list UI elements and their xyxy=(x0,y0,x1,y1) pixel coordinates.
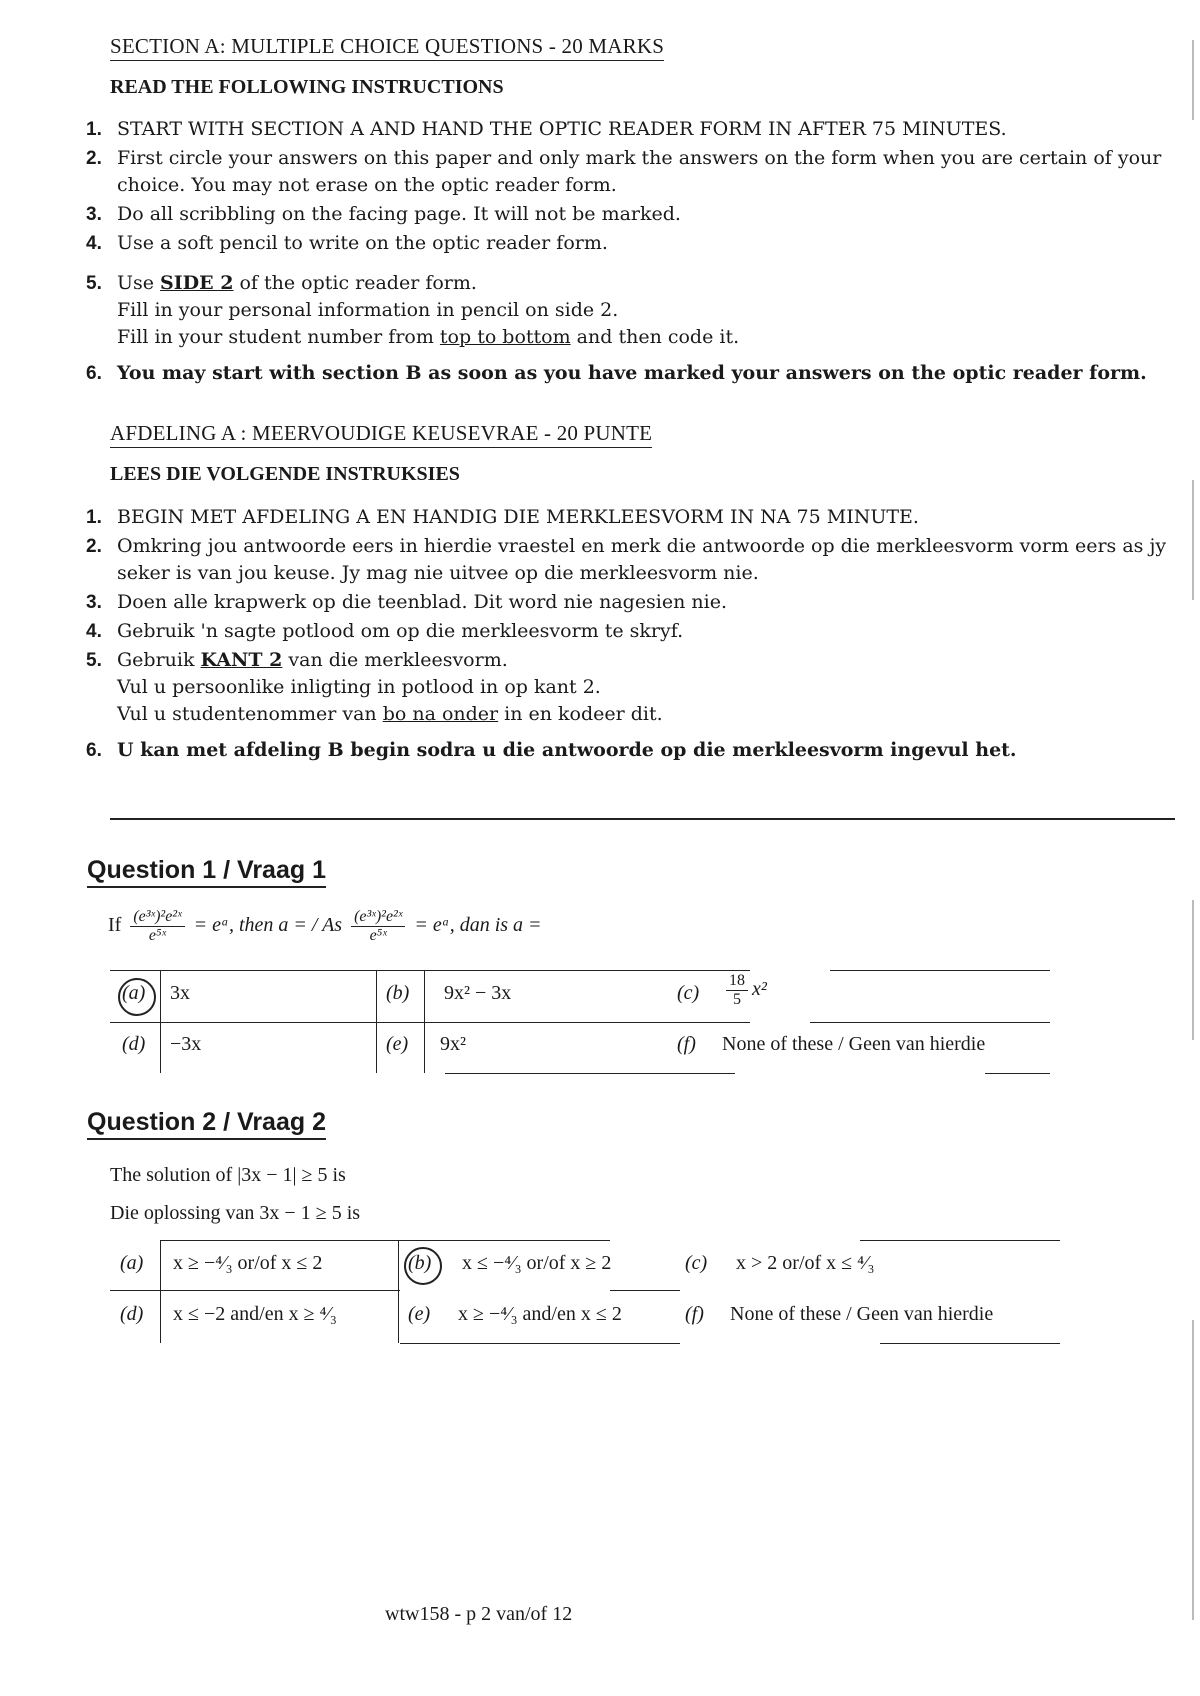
question-2-stem-af: Die oplossing van 3x − 1 ≥ 5 is xyxy=(110,1202,361,1224)
fraction: $\frac{\text{(e³ˣ)²e²ˣ}}{\text{e⁵ˣ}}$ xyxy=(130,908,184,945)
section-divider xyxy=(110,818,1175,820)
q2-option-c-text: x > 2 or/of x ≤ ⁴⁄₃ xyxy=(736,1252,875,1274)
q1-option-e-label[interactable]: (e) xyxy=(386,1033,409,1055)
q2-option-e-label[interactable]: (e) xyxy=(408,1303,431,1325)
instructions-heading: READ THE FOLLOWING INSTRUCTIONS xyxy=(110,76,504,98)
q2-option-f-text: None of these / Geen van hierdie xyxy=(730,1303,994,1325)
list-item: 5. Use SIDE 2 of the optic reader form. Fill in your personal information in pencil on side 2. Fill in your student number from top to bottom and then code it. xyxy=(86,272,740,348)
fraction: $\frac{\text{(e³ˣ)²e²ˣ}}{\text{e⁵ˣ}}$ xyxy=(351,908,405,945)
q1-option-b-label[interactable]: (b) xyxy=(386,982,410,1004)
q1-option-d-label[interactable]: (d) xyxy=(122,1033,146,1055)
list-item: 4. Use a soft pencil to write on the optic reader form. xyxy=(86,232,608,254)
question-1-heading: Question 1 / Vraag 1 xyxy=(87,856,326,888)
instructions-list-af xyxy=(86,504,1167,766)
margin-mark xyxy=(1192,480,1194,600)
margin-mark xyxy=(1192,1320,1194,1620)
list-item: 1. BEGIN MET AFDELING A EN HANDIG DIE MERKLEESVORM IN NA 75 MINUTE. xyxy=(86,506,919,528)
q2-option-d-label[interactable]: (d) xyxy=(120,1303,144,1325)
q1-option-d-text: −3x xyxy=(170,1033,202,1055)
q2-option-b-label[interactable]: (b) xyxy=(408,1252,432,1274)
instructions-list-en xyxy=(86,116,1167,389)
list-item: 2. First circle your answers on this paper and only mark the answers on the form when you are certain of your choice. You may not erase on the optic reader form. xyxy=(86,147,1162,196)
list-item: 6. U kan met afdeling B begin sodra u die antwoorde op die merkleesvorm ingevul het. xyxy=(86,739,1017,761)
q2-option-c-label[interactable]: (c) xyxy=(685,1252,708,1274)
question-2-heading: Question 2 / Vraag 2 xyxy=(87,1108,326,1140)
list-item: 6. You may start with section B as soon as you have marked your answers on the optic reader form. xyxy=(86,362,1147,384)
list-item: 1. START WITH SECTION A AND HAND THE OPTIC READER FORM IN AFTER 75 MINUTES. xyxy=(86,118,1007,140)
list-item: 2. Omkring jou antwoorde eers in hierdie vraestel en merk die antwoorde op die merkleesvorm vorm eers as jy seker is van jou keuse. Jy mag nie uitvee op die merkleesvorm nie. xyxy=(86,535,1167,584)
q2-option-f-label[interactable]: (f) xyxy=(685,1303,704,1325)
q1-option-c-label[interactable]: (c) xyxy=(677,982,700,1004)
list-item: 4. Gebruik 'n sagte potlood om op die merkleesvorm te skryf. xyxy=(86,620,684,642)
q1-option-f-label[interactable]: (f) xyxy=(677,1033,696,1055)
afdeling-a-title: AFDELING A : MEERVOUDIGE KEUSEVRAE - 20 PUNTE xyxy=(110,421,652,448)
instruksies-heading: LEES DIE VOLGENDE INSTRUKSIES xyxy=(110,463,460,485)
q2-option-b-text: x ≤ −⁴⁄₃ or/of x ≥ 2 xyxy=(462,1252,612,1274)
q1-option-a-text: 3x xyxy=(170,982,190,1004)
q2-option-a-text: x ≥ −⁴⁄₃ or/of x ≤ 2 xyxy=(173,1252,323,1274)
q2-option-e-text: x ≥ −⁴⁄₃ and/en x ≤ 2 xyxy=(458,1303,622,1325)
q1-option-f-text: None of these / Geen van hierdie xyxy=(722,1033,986,1055)
q1-option-c-text: $\frac{18}{5}$ x² xyxy=(722,972,767,1009)
list-item: 5. Gebruik KANT 2 van die merkleesvorm. Vul u persoonlike inligting in potlood in op kant 2. Vul u studentenommer van bo na onder in en kodeer dit. xyxy=(86,649,663,725)
q2-option-a-label[interactable]: (a) xyxy=(120,1252,144,1274)
list-item: 3. Do all scribbling on the facing page. It will not be marked. xyxy=(86,203,681,225)
q1-option-e-text: 9x² xyxy=(440,1033,466,1055)
page-footer: wtw158 - p 2 van/of 12 xyxy=(385,1603,573,1625)
list-item: 3. Doen alle krapwerk op die teenblad. Dit word nie nagesien nie. xyxy=(86,591,728,613)
margin-mark xyxy=(1192,900,1194,1040)
question-2-stem-en: The solution of |3x − 1| ≥ 5 is xyxy=(110,1164,346,1186)
section-a-title: SECTION A: MULTIPLE CHOICE QUESTIONS - 20 MARKS xyxy=(110,34,664,61)
q1-option-a-label[interactable]: (a) xyxy=(122,982,146,1004)
q2-option-d-text: x ≤ −2 and/en x ≥ ⁴⁄₃ xyxy=(173,1303,337,1325)
question-1-stem: If $\frac{\text{(e³ˣ)²e²ˣ}}{\text{e⁵ˣ}}$ = eᵃ, then a = / As $\frac{\text{(e³ˣ)²e²ˣ}}{\text{e⁵ˣ}}$ = eᵃ, dan is a = xyxy=(108,908,542,944)
margin-mark xyxy=(1192,40,1194,120)
q1-option-b-text: 9x² − 3x xyxy=(444,982,512,1004)
